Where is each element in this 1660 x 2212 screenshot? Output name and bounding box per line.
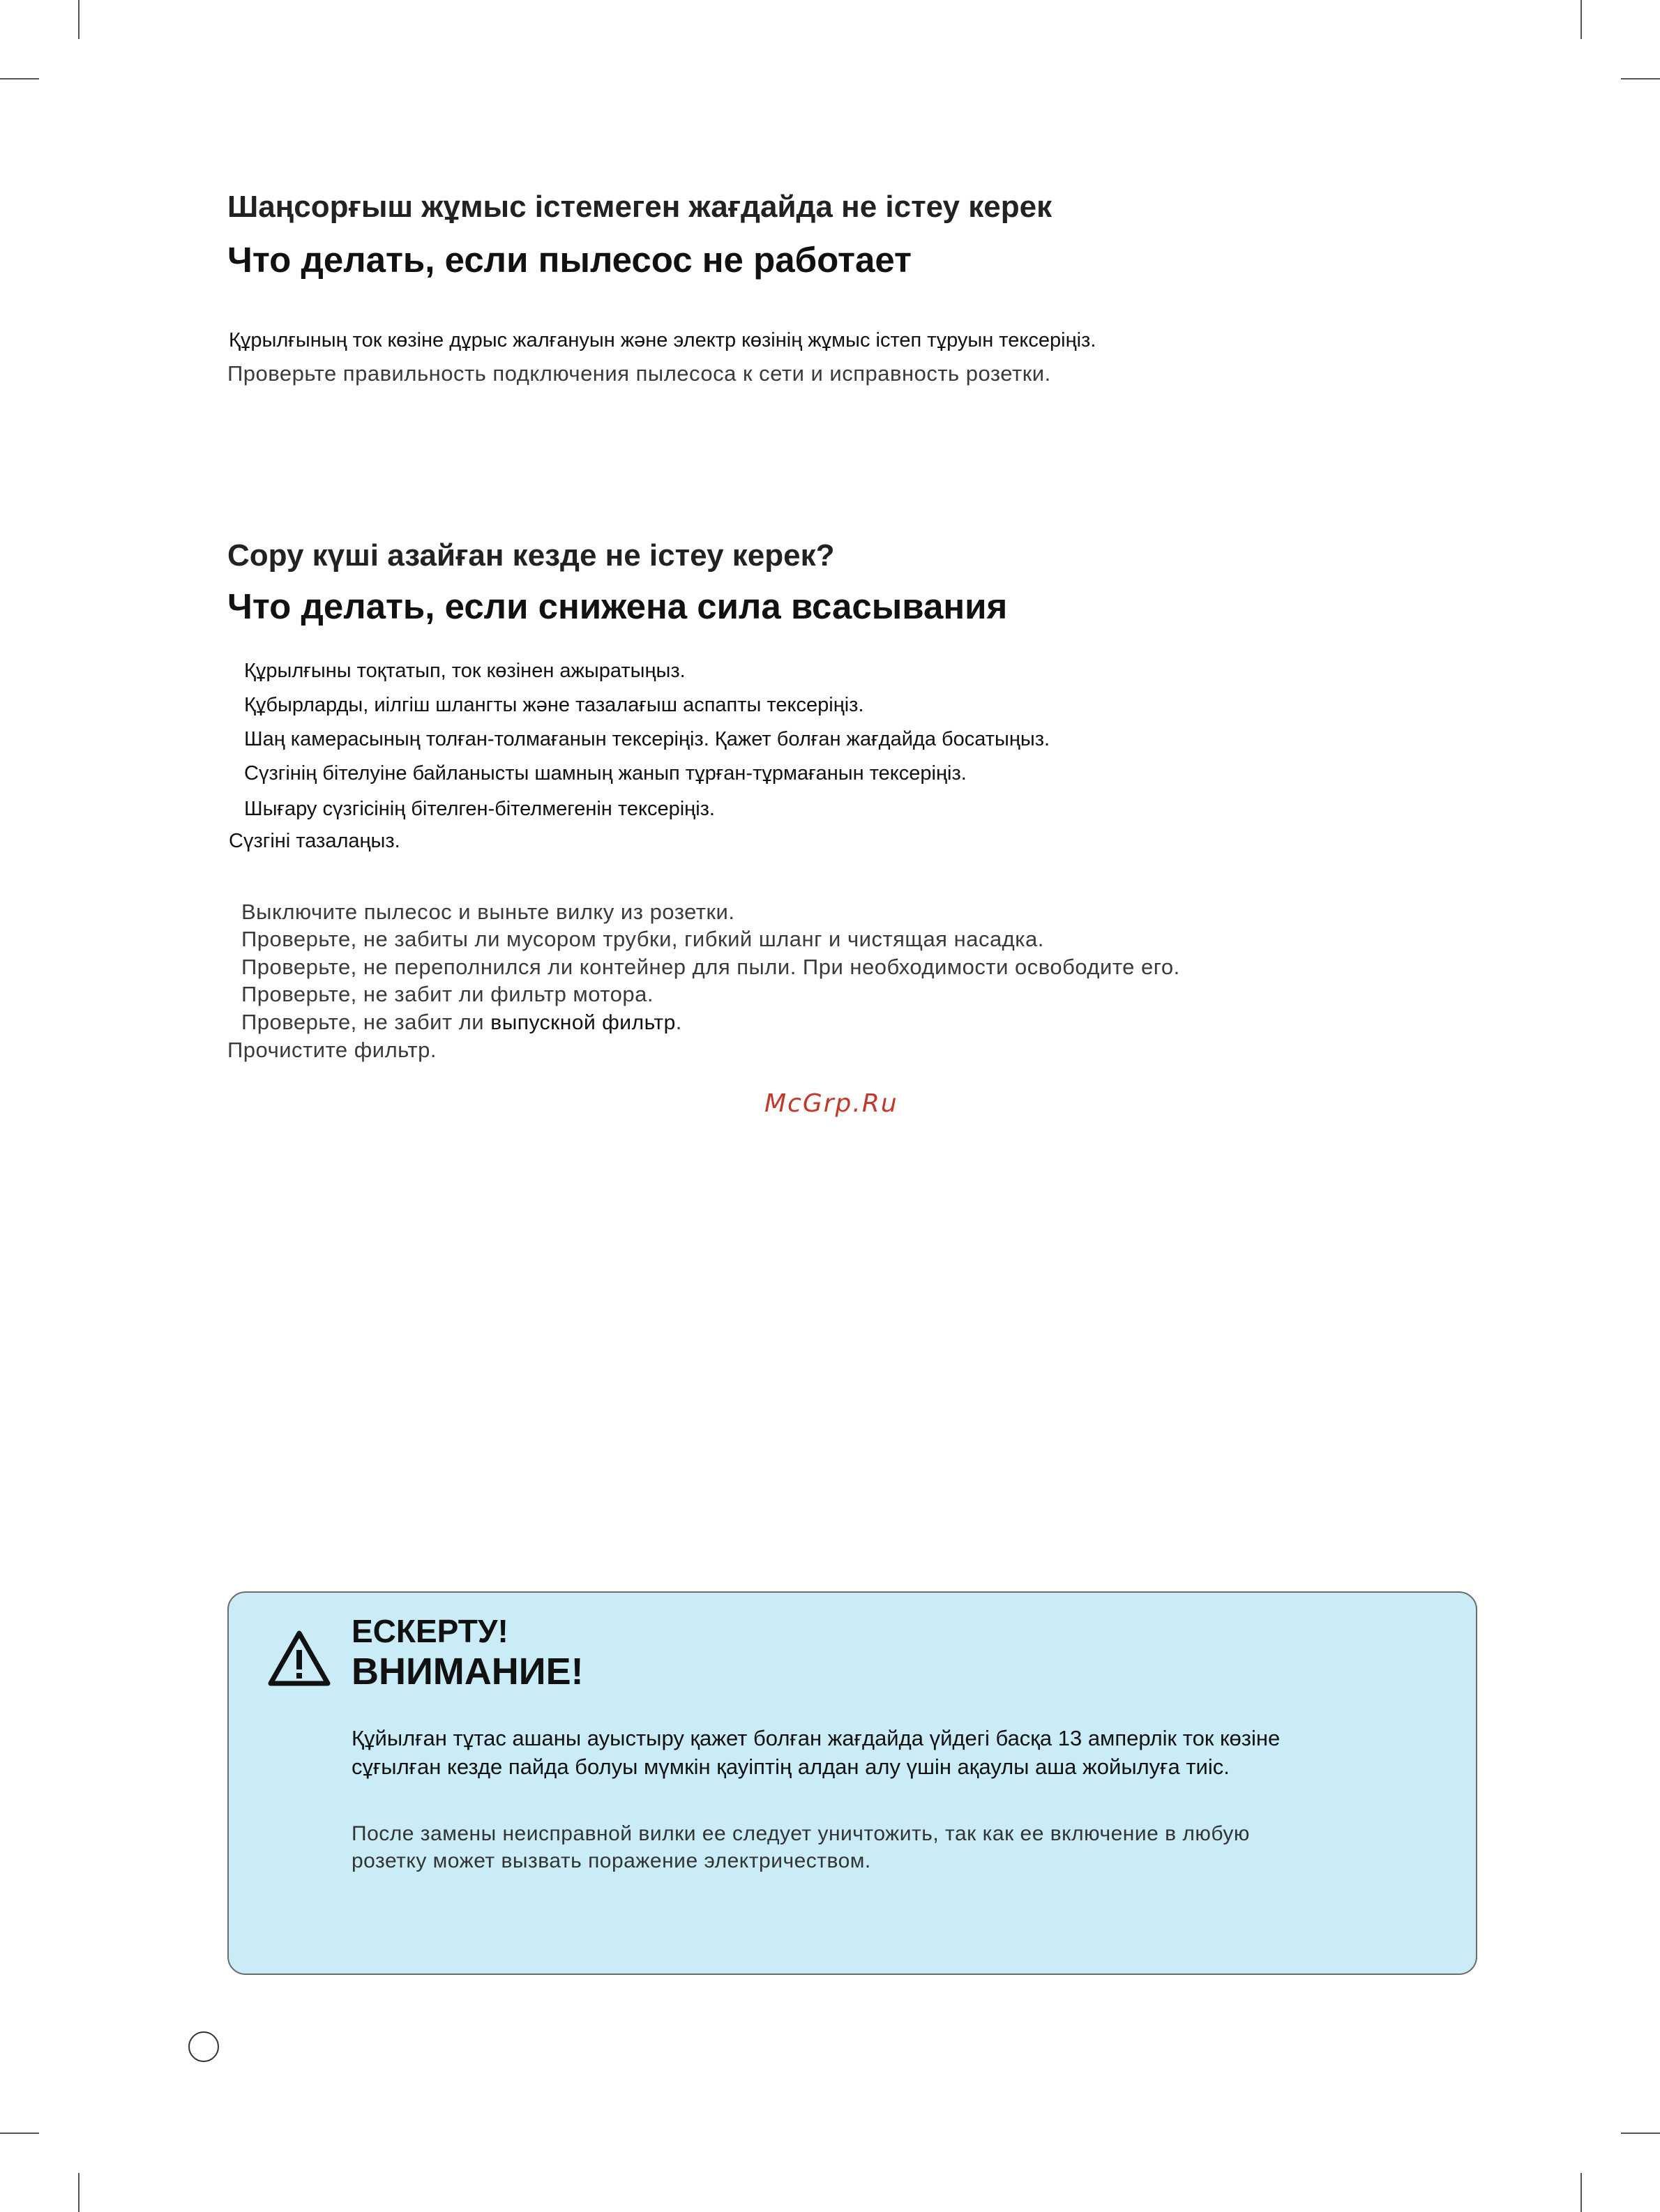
watermark: McGrp.Ru [764,1089,898,1118]
emphasis-exhaust-filter: выпускной фильтр [490,1011,676,1034]
warning-title-kz: ЕСКЕРТУ! [352,1613,508,1649]
list-item-kz: Сүзгінің бітелуіне байланысты шамның жанып тұрған-тұрмағанын тексеріңіз. [244,762,967,785]
warning-title-ru: ВНИМАНИЕ! [352,1651,584,1692]
crop-mark [0,2133,39,2134]
final-step-kz: Сүзгіні тазалаңыз. [229,830,400,852]
crop-mark [1621,78,1660,79]
page-number-circle [188,2031,219,2062]
list-item-ru: Проверьте, не забит ли выпускной фильтр. [241,1010,682,1034]
warning-text-ru: После замены неисправной вилки ее следует уничтожить, так как ее включение в любую розетку может вызвать поражение электричеством. [352,1822,1250,1872]
list-item-ru: Проверьте, не забит ли фильтр мотора. [241,982,654,1006]
list-item-ru: Проверьте, не забиты ли мусором трубки, гибкий шланг и чистящая насадка. [241,927,1044,951]
section1-text-ru: Проверьте правильность подключения пылесоса к сети и исправность розетки. [227,361,1051,386]
warning-triangle-icon [266,1629,332,1688]
warning-box [227,1591,1477,1975]
section1-heading-ru: Что делать, если пылесос не работает [227,240,912,280]
section1-text-kz: Құрылғының ток көзіне дұрыс жалғануын және электр көзінің жұмыс істеп тұруын тексеріңіз. [229,329,1096,351]
section1-heading-kz: Шаңсорғыш жұмыс істемеген жағдайда не істеу керек [227,190,1052,224]
list-item-kz: Шаң камерасының толған-толмағанын тексеріңіз. Қажет болған жағдайда босатыңыз. [244,728,1050,750]
crop-mark [1580,0,1582,39]
section2-heading-kz: Сору күші азайған кезде не істеу керек? [227,538,835,573]
crop-mark [1580,2173,1582,2212]
crop-mark [1621,2133,1660,2134]
crop-mark [78,2173,80,2212]
crop-mark [78,0,80,39]
list-item-kz: Шығару сүзгісінің бітелген-бітелмегенін тексеріңіз. [244,798,715,820]
list-item-ru: Проверьте, не переполнился ли контейнер для пыли. При необходимости освободите его. [241,955,1180,979]
crop-mark [0,78,39,79]
warning-text-kz: Құйылған тұтас ашаны ауыстыру қажет болған жағдайда үйдегі басқа 13 амперлік ток көзіне сұғылған кезде пайда болуы мүмкін қауіптің алдан алу үшін ақаулы аша жойылуға тиіс. [352,1726,1281,1779]
list-item-kz: Құрылғыны тоқтатып, ток көзінен ажыратыңыз. [244,660,686,682]
list-item-kz: Құбырларды, иілгіш шлангты және тазалағыш аспапты тексеріңіз. [244,694,864,716]
list-item-ru: Выключите пылесос и выньте вилку из розетки. [241,900,735,924]
final-step-ru: Прочистите фильтр. [227,1038,437,1062]
section2-heading-ru: Что делать, если снижена сила всасывания [227,586,1008,626]
